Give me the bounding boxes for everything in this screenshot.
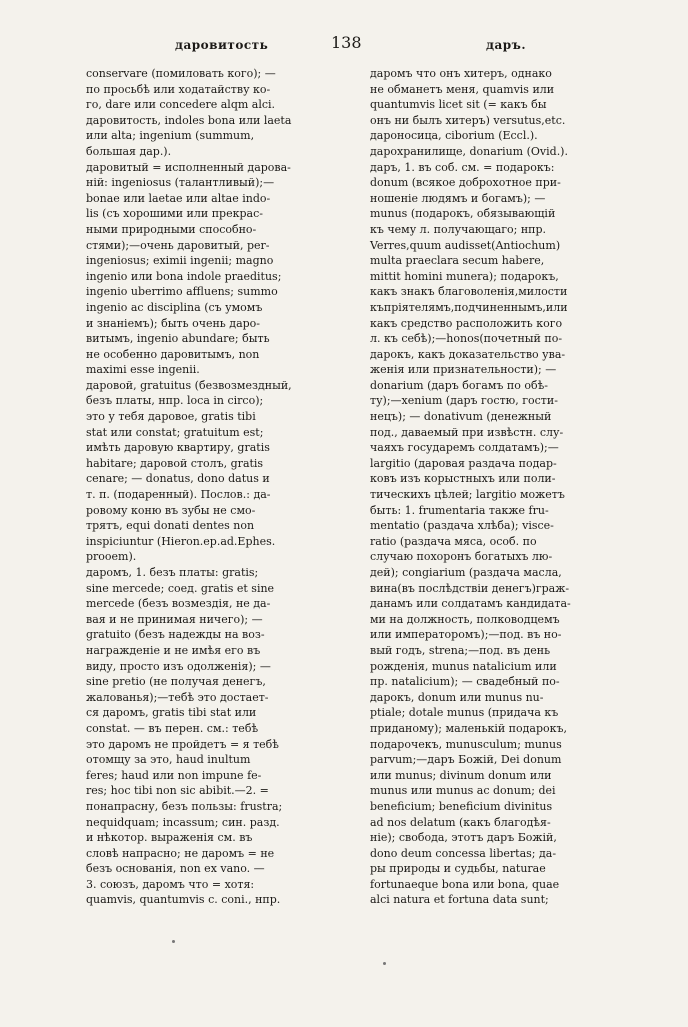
text-line: жалованья);—тебѣ это достает- [86,690,269,704]
text-line: и знаніемъ); быть очень даро- [86,316,261,330]
text-line: stat или constat; gratuitum est; [86,425,264,439]
text-line: быть: 1. frumentaria также fru- [370,503,549,517]
text-line: вина(въ послѣдствіи денегъ)граж- [370,581,570,595]
text-line: пр. natalicium); — свадебный по- [370,675,560,689]
text-line: подарочекъ, munusculum; munus [370,737,562,751]
text-line: или alta; ingenium (summum, [86,129,255,143]
text-line: ingenio uberrimo affluens; summo [86,285,278,299]
text-line: дарокъ, какъ доказательство ува- [370,347,566,361]
text-line: награжденіе и не имѣя его въ [86,643,261,657]
text-line: ad nos delatum (какъ благодѣя- [370,815,551,829]
text-line: bonae или laetae или altae indo- [86,191,271,205]
text-line: feres; haud или non impune fe- [86,768,262,782]
text-line: nequidquam; incassum; син. разд. [86,815,280,829]
text-line: женія или признательности); — [370,363,557,377]
page-header [0,0,688,60]
text-line: или munus; divinum donum или [370,768,552,782]
text-line: безъ основанія, non ex vano. — [86,862,265,876]
text-line: или императоромъ);—под. въ но- [370,628,562,642]
text-line: mittit homini munera); подарокъ, [370,269,559,283]
text-line: даровитость, indoles bona или laeta [86,113,292,127]
text-line: нецъ); — donativum (денежный [370,410,552,424]
text-line: beneficium; beneficium divinitus [370,799,553,813]
text-line: даромъ что онъ хитеръ, однако [370,67,552,80]
text-line: dono deum concessa libertas; да- [370,846,557,860]
text-line: безъ платы, нпр. loca in circo); [86,394,264,408]
text-line: вая и не принимая ничего); — [86,612,263,626]
text-line: чаяхъ государемъ солдатамъ);— [370,441,559,455]
text-line: го, dare или concedere alqm alci. [86,98,276,112]
text-line: ratio (раздача мяса, особ. по [370,534,537,548]
text-line: дей); congiarium (раздача масла, [370,566,562,579]
text-line: тическихъ цѣлей; largitio можетъ [370,488,565,502]
text-line: имѣть даровую квартиру, gratis [86,441,270,455]
text-line: не обманетъ меня, quamvis или [370,82,555,96]
text-line: ptiale; dotale munus (придача къ [370,706,559,720]
text-line: res; hoc tibi non sic abibit.—2. = [86,784,269,798]
text-line: витымъ, ingenio abundare; быть [86,332,270,346]
text-line: ingeniosus; eximii ingenii; magno [86,254,274,268]
text-line: alci natura et fortuna data sunt; [370,893,549,907]
text-line: большая дар.). [86,144,172,158]
text-line: даровой, gratuitus (безвозмездный, [86,378,292,392]
text-line: словѣ напрасно; не даромъ = не [86,846,275,860]
text-line: понапрасну, безъ пользы: frustra; [86,799,283,813]
text-line: дароносица, ciborium (Eccl.). [370,129,538,143]
text-line: ніе); свобода, этотъ даръ Божій, [370,831,557,845]
text-line: трятъ, equi donati dentes non [86,519,255,533]
text-line: munus (подарокъ, обязывающій [370,207,556,221]
text-line: рожденія, munus natalicium или [370,659,557,673]
text-line: conservare (помиловать кого); — [86,67,276,80]
text-line: ту);—xenium (даръ гостю, гости- [370,394,558,408]
text-line: ми на должность, полководцемъ [370,612,560,626]
text-line: по просьбѣ или ходатайству ко- [86,82,271,96]
text-line: не особенно даровитымъ, non [86,347,260,361]
text-line: какъ средство расположить кого [370,316,563,330]
text-line: данамъ или солдатамъ кандидата- [370,597,571,611]
text-line: multa praeclara secum habere, [370,254,545,268]
text-line: sine pretio (не получая денегъ, [86,675,266,689]
text-line: это у тебя даровое, gratis tibi [86,410,256,424]
text-line: приданому); маленькій подарокъ, [370,721,567,735]
text-line: parvum;—даръ Божій, Dei donum [370,753,562,767]
text-line: стями);—очень даровитый, per- [86,238,270,252]
text-line: дарокъ, donum или munus nu- [370,690,544,704]
text-line: дарохранилище, donarium (Ovid.). [370,144,568,158]
text-line: fortunaeque bona или bona, quae [370,877,560,891]
text-line: под., даваемый при извѣстн. слу- [370,425,564,439]
text-line: ній: ingeniosus (талантливый);— [86,176,275,190]
text-line: habitare; даровой столъ, gratis [86,456,264,470]
text-line: lis (съ хорошими или прекрас- [86,207,263,221]
left-column [86,66,367,908]
text-line: это даромъ не пройдетъ = я тебѣ [86,737,279,751]
text-line: quantumvis licet sit (= какъ бы [370,98,547,112]
speck-mark [383,962,386,965]
text-line: случаю похоронъ богатыхъ лю- [370,550,553,564]
text-line: ношеніе людямъ и богамъ); — [370,191,546,205]
text-line: даровитый = исполненный дарова- [86,160,291,174]
text-line: inspiciuntur (Hieron.ep.ad.Ephes. [86,534,276,548]
right-running-headword: даръ. [486,38,527,52]
text-line: ры природы и судьбы, naturae [370,862,546,876]
text-line: ingenio ac disciplina (съ умомъ [86,300,263,314]
text-line: prooem). [86,550,137,564]
text-line: какъ знакъ благоволенія,милости [370,285,568,299]
text-line: largitio (даровая раздача подар- [370,456,557,470]
text-line: 3. союзъ, даромъ что = хотя: [86,877,255,891]
text-line: gratuito (безъ надежды на воз- [86,628,265,642]
text-line: къпріятелямъ,подчиненнымъ,или [370,300,568,314]
text-line: maximi esse ingenii. [86,363,200,377]
text-line: mercede (безъ возмездія, не да- [86,597,271,611]
speck-mark [172,940,175,943]
text-line: Verres,quum audisset(Antiochum) [370,238,561,252]
text-line: ковъ изъ корыстныхъ или поли- [370,472,556,486]
text-line: cenare; — donatus, dono datus и [86,472,270,486]
page-number: 138 [331,33,362,52]
left-running-headword: даровитость [175,38,269,52]
text-line: и нѣкотор. выраженія см. въ [86,831,253,845]
text-line: donarium (даръ богамъ по обѣ- [370,378,548,392]
text-line: даръ, 1. въ соб. см. = подарокъ: [370,160,555,174]
text-line: constat. — въ перен. см.: тебѣ [86,721,259,735]
text-line: виду, просто изъ одолженія); — [86,659,271,673]
text-line: отомщу за это, haud inultum [86,753,251,767]
text-line: donum (всякое доброхотное при- [370,176,561,190]
text-line: quamvis, quantumvis c. coni., нпр. [86,893,281,907]
text-line: mentatio (раздача хлѣба); visce- [370,519,554,533]
text-line: ными природными способно- [86,222,257,236]
text-line: ся даромъ, gratis tibi stat или [86,706,257,720]
text-line: вый годъ, strena;—под. въ день [370,643,551,657]
text-line: л. къ себѣ);—honos(почетный по- [370,332,563,346]
right-column [370,66,651,908]
text-line: munus или munus ac donum; dei [370,784,556,798]
text-line: къ чему л. получающаго; нпр. [370,222,547,236]
text-line: sine mercede; соед. gratis et sine [86,581,275,595]
text-line: ingenio или bona indole praeditus; [86,269,282,283]
text-line: ровому коню въ зубы не смо- [86,503,256,517]
text-line: онъ ни былъ хитеръ) versutus,etc. [370,113,566,127]
text-line: даромъ, 1. безъ платы: gratis; [86,566,259,579]
text-line: т. п. (подаренный). Послов.: да- [86,488,271,502]
